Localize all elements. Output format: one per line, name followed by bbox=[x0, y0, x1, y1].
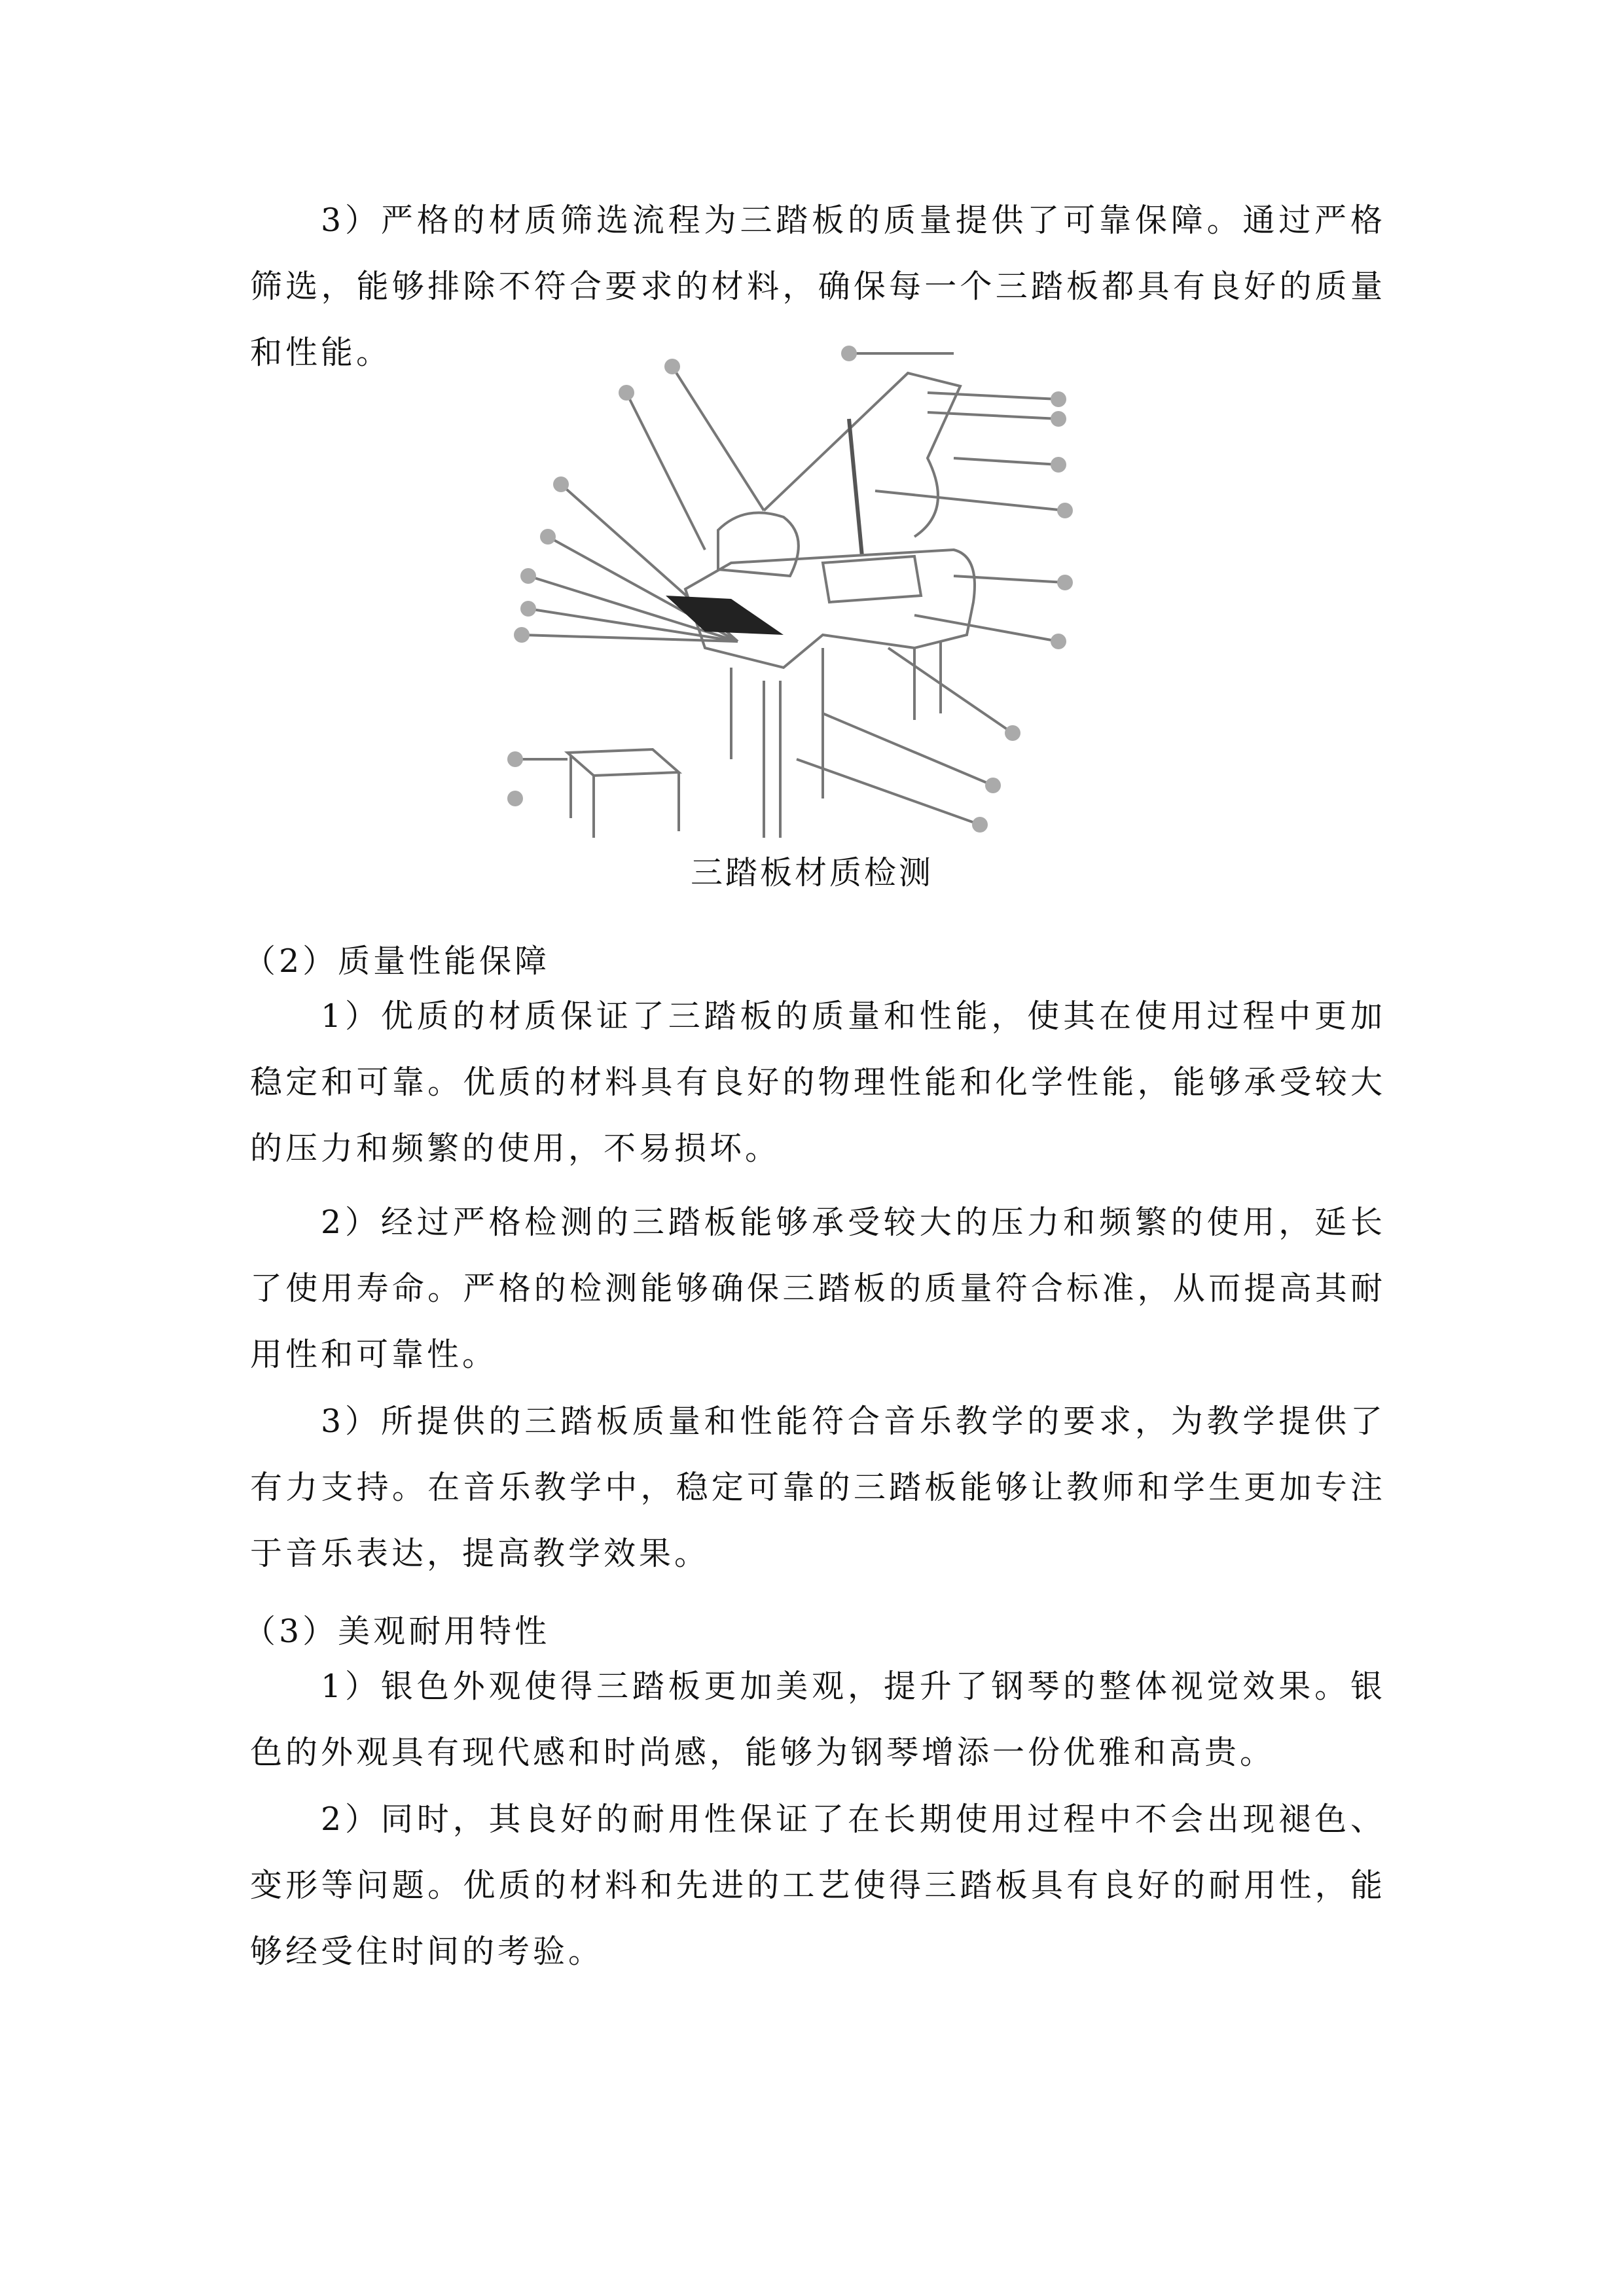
paragraph-material-screening: 3）严格的材质筛选流程为三踏板的质量提供了可靠保障。通过严格筛选，能够排除不符合要求的材料，确保每一个三踏板都具有良好的质量和性能。 bbox=[250, 202, 1386, 371]
piano-diagram-figure bbox=[456, 340, 1163, 841]
paragraph: 3）所提供的三踏板质量和性能符合音乐教学的要求，为教学提供了有力支持。在音乐教学中，稳定可靠的三踏板能够让教师和学生更加专注于音乐表达，提高教学效果。 bbox=[250, 1403, 1386, 1572]
piano-parts-diagram bbox=[456, 340, 1163, 841]
paragraph: 2）经过严格检测的三踏板能够承受较大的压力和频繁的使用，延长了使用寿命。严格的检测能够确保三踏板的质量符合标准，从而提高其耐用性和可靠性。 bbox=[250, 1204, 1386, 1373]
section-heading-quality: （2）质量性能保障 bbox=[244, 942, 550, 980]
paragraph: 1）银色外观使得三踏板更加美观，提升了钢琴的整体视觉效果。银色的外观具有现代感和时尚感，能够为钢琴增添一份优雅和高贵。 bbox=[250, 1668, 1386, 1771]
section-heading-appearance: （3）美观耐用特性 bbox=[244, 1613, 550, 1650]
paragraph: 2）同时，其良好的耐用性保证了在长期使用过程中不会出现褪色、变形等问题。优质的材料和先进的工艺使得三踏板具有良好的耐用性，能够经受住时间的考验。 bbox=[250, 1801, 1386, 1970]
figure-caption: 三踏板材质检测 bbox=[690, 854, 933, 891]
paragraph: 1）优质的材质保证了三踏板的质量和性能，使其在使用过程中更加稳定和可靠。优质的材料具有良好的物理性能和化学性能，能够承受较大的压力和频繁的使用，不易损坏。 bbox=[250, 997, 1386, 1167]
